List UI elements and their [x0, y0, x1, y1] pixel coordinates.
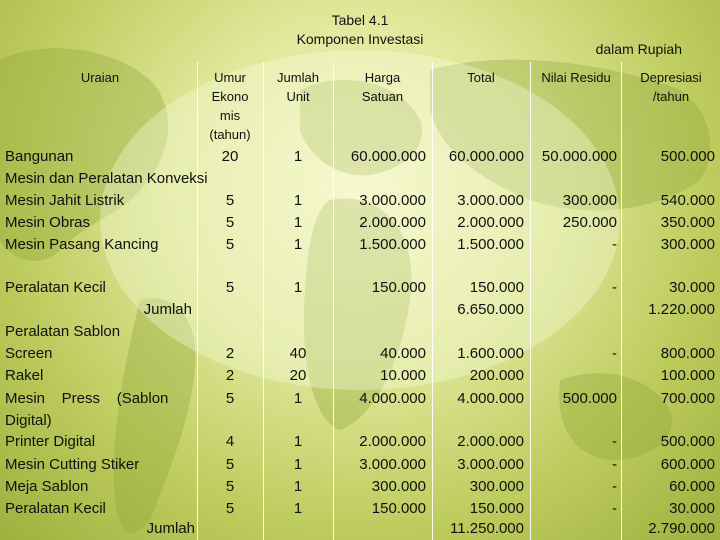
row-depresiasi: 30.000: [669, 279, 715, 296]
row-desc: Mesin Pasang Kancing: [5, 236, 159, 253]
row-depresiasi: 30.000: [669, 500, 715, 517]
row-desc: Mesin Jahit Listrik: [5, 192, 125, 209]
row-total: 1.500.000: [457, 236, 524, 253]
row-total: 1.600.000: [457, 345, 524, 362]
header-jumlah-line2: Unit: [286, 89, 310, 104]
row-unit: 20: [289, 367, 307, 384]
header-nilai-residu: Nilai Residu: [541, 70, 611, 85]
row-depresiasi: 600.000: [660, 456, 715, 473]
row-unit: 1: [293, 279, 303, 296]
row-desc: Peralatan Kecil: [5, 279, 106, 296]
row-total: 3.000.000: [457, 456, 524, 473]
row-desc: Rakel: [5, 367, 44, 384]
header-harga-satuan: [334, 68, 431, 106]
section-heading: Peralatan Sablon: [5, 323, 121, 340]
row-unit: 1: [293, 478, 303, 495]
row-total: 4.000.000: [457, 390, 524, 407]
row-desc: Mesin Obras: [5, 214, 91, 231]
row-unit: 1: [293, 456, 303, 473]
row-desc: Printer Digital: [5, 433, 96, 450]
row-depresiasi: 100.000: [660, 367, 715, 384]
header-harga-line2: Satuan: [361, 89, 404, 104]
row-total: 2.000.000: [457, 433, 524, 450]
row-total: 2.000.000: [457, 214, 524, 231]
header-depresiasi-line2: /tahun: [652, 89, 690, 104]
row-depresiasi: 300.000: [660, 236, 715, 253]
row-desc: Peralatan Kecil: [5, 500, 106, 517]
row-desc: Mesin Cutting Stiker: [5, 456, 140, 473]
row-total: 300.000: [469, 478, 524, 495]
row-harga: 40.000: [380, 345, 426, 362]
row-umur: 5: [225, 192, 235, 209]
table-subtitle: Komponen Investasi: [296, 31, 424, 47]
row-unit: 1: [293, 433, 303, 450]
header-total: Total: [467, 70, 495, 85]
row-umur: 5: [225, 214, 235, 231]
row-total: 200.000: [469, 367, 524, 384]
header-umur-line1: Umur: [214, 70, 246, 85]
header-jumlah-unit: [264, 68, 332, 106]
row-umur: 2: [225, 367, 235, 384]
row-total: 60.000.000: [448, 148, 524, 165]
row-unit: 1: [293, 192, 303, 209]
row-residu: -: [612, 236, 617, 253]
subtotal-label: Jumlah: [146, 520, 195, 537]
header-umur-line4: (tahun): [209, 127, 251, 142]
row-depresiasi: 500.000: [660, 433, 715, 450]
row-residu: 250.000: [562, 214, 617, 231]
row-harga: 2.000.000: [359, 214, 426, 231]
row-depresiasi: 60.000: [669, 478, 715, 495]
row-unit: 1: [293, 214, 303, 231]
row-residu: -: [612, 478, 617, 495]
row-umur: 5: [225, 390, 235, 407]
row-harga: 150.000: [371, 279, 426, 296]
row-desc: Screen: [5, 345, 53, 362]
row-unit: 1: [293, 148, 303, 165]
header-umur-line3: mis: [219, 108, 241, 123]
row-harga: 60.000.000: [350, 148, 426, 165]
row-harga: 1.500.000: [359, 236, 426, 253]
row-umur: 20: [221, 148, 239, 165]
subtotal-total: 11.250.000: [450, 520, 524, 537]
row-total: 150.000: [469, 279, 524, 296]
row-desc: [5, 388, 168, 410]
header-uraian: Uraian: [80, 70, 120, 85]
table-title: Tabel 4.1: [331, 12, 389, 28]
row-desc: Meja Sablon: [5, 478, 89, 495]
row-harga: 3.000.000: [359, 192, 426, 209]
row-total: 3.000.000: [457, 192, 524, 209]
row-harga: 300.000: [371, 478, 426, 495]
row-harga: 3.000.000: [359, 456, 426, 473]
row-harga: 10.000: [380, 367, 426, 384]
row-desc: Digital): [5, 412, 52, 429]
header-umur-ekonomis: [198, 68, 262, 144]
row-harga: 2.000.000: [359, 433, 426, 450]
row-umur: 5: [225, 236, 235, 253]
header-depresiasi: [622, 68, 720, 106]
row-umur: 4: [225, 433, 235, 450]
header-depresiasi-line1: Depresiasi: [640, 70, 702, 85]
subtotal-total: 6.650.000: [457, 301, 524, 318]
row-harga: 150.000: [371, 500, 426, 517]
header-harga-line1: Harga: [364, 70, 401, 85]
row-unit: 1: [293, 236, 303, 253]
row-residu: 300.000: [562, 192, 617, 209]
currency-note: dalam Rupiah: [595, 41, 682, 57]
row-depresiasi: 540.000: [660, 192, 715, 209]
subtotal-depresiasi: 2.790.000: [648, 520, 715, 537]
row-depresiasi: 800.000: [660, 345, 715, 362]
row-residu: 500.000: [562, 390, 617, 407]
row-depresiasi: 500.000: [660, 148, 715, 165]
row-desc-text: Mesin Press (Sablon: [5, 390, 169, 407]
row-total: 150.000: [469, 500, 524, 517]
row-umur: 5: [225, 279, 235, 296]
row-depresiasi: 700.000: [660, 390, 715, 407]
row-unit: 1: [293, 500, 303, 517]
header-umur-line2: Ekono: [211, 89, 249, 104]
row-umur: 5: [225, 456, 235, 473]
row-umur: 5: [225, 478, 235, 495]
row-unit: 40: [289, 345, 307, 362]
subtotal-depresiasi: 1.220.000: [648, 301, 715, 318]
row-residu: -: [612, 345, 617, 362]
header-jumlah-line1: Jumlah: [277, 70, 319, 85]
row-residu: -: [612, 456, 617, 473]
row-desc: Bangunan: [5, 148, 74, 165]
row-umur: 5: [225, 500, 235, 517]
row-residu: -: [612, 433, 617, 450]
row-umur: 2: [225, 345, 235, 362]
row-harga: 4.000.000: [359, 390, 426, 407]
row-depresiasi: 350.000: [660, 214, 715, 231]
row-desc: Mesin dan Peralatan Konveksi: [5, 170, 208, 187]
row-unit: 1: [293, 390, 303, 407]
row-residu: -: [612, 500, 617, 517]
row-residu: 50.000.000: [541, 148, 617, 165]
row-residu: -: [612, 279, 617, 296]
subtotal-label: Jumlah: [143, 301, 192, 318]
